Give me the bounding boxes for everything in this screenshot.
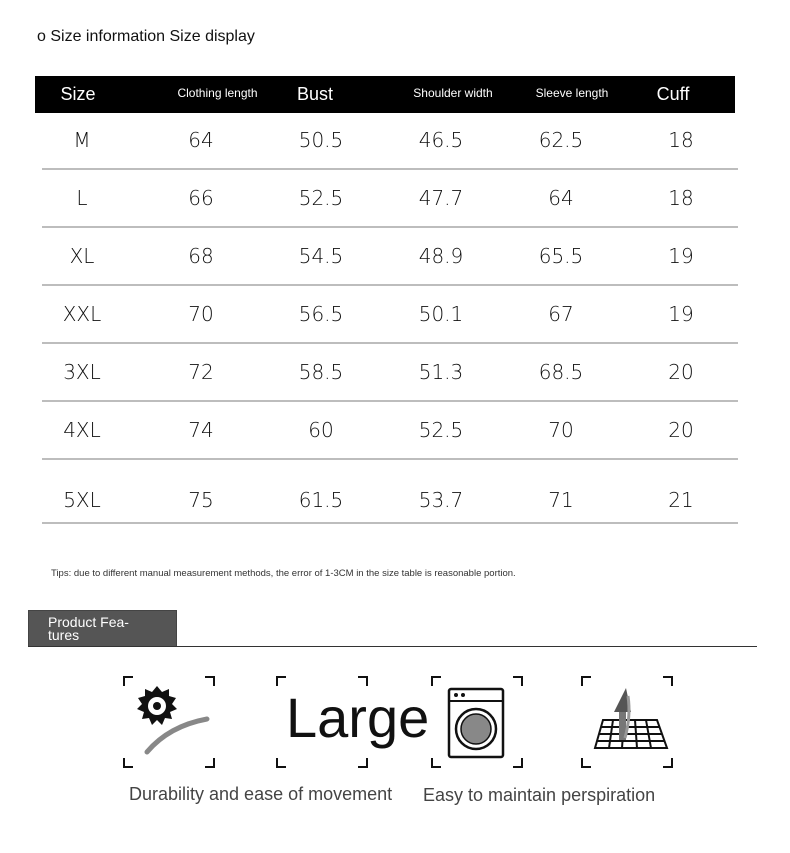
cell-size: L xyxy=(76,186,88,210)
cell-shoulder-width: 52.5 xyxy=(418,418,464,442)
cell-sleeve-length: 70 xyxy=(548,418,574,442)
cell-size: M xyxy=(73,128,91,152)
cell-size: 5XL xyxy=(63,488,101,512)
cell-shoulder-width: 47.7 xyxy=(418,186,464,210)
cell-bust: 61.5 xyxy=(298,488,344,512)
col-clothing-length: Clothing length xyxy=(177,86,258,100)
col-size: Size xyxy=(60,84,96,104)
cell-cuff: 18 xyxy=(668,186,694,210)
table-row xyxy=(42,284,738,344)
cell-shoulder-width: 46.5 xyxy=(418,128,464,152)
feature-large xyxy=(276,676,430,768)
cell-shoulder-width: 48.9 xyxy=(418,244,464,268)
feature-breathable xyxy=(581,676,673,768)
cell-cuff: 20 xyxy=(668,418,694,442)
cell-shoulder-width: 50.1 xyxy=(418,302,464,326)
cell-clothing-length: 66 xyxy=(188,186,214,210)
cell-bust: 58.5 xyxy=(298,360,344,384)
saw-blade-icon xyxy=(123,676,215,768)
product-features-heading xyxy=(28,610,177,647)
col-sleeve-length: Sleeve length xyxy=(535,86,609,100)
cell-size: XL xyxy=(69,244,95,268)
cell-bust: 60 xyxy=(308,418,334,442)
washing-machine-icon xyxy=(431,676,523,768)
cell-bust: 50.5 xyxy=(298,128,344,152)
table-row xyxy=(42,342,738,402)
cell-bust: 56.5 xyxy=(298,302,344,326)
cell-sleeve-length: 62.5 xyxy=(538,128,584,152)
table-row xyxy=(42,226,738,286)
cell-clothing-length: 70 xyxy=(188,302,214,326)
heading-line-2: tures xyxy=(48,627,80,643)
cell-sleeve-length: 68.5 xyxy=(538,360,584,384)
cell-sleeve-length: 64 xyxy=(548,186,574,210)
table-row xyxy=(42,110,738,170)
cell-clothing-length: 75 xyxy=(188,488,214,512)
cell-cuff: 19 xyxy=(668,244,694,268)
cell-cuff: 21 xyxy=(668,488,694,512)
cell-clothing-length: 72 xyxy=(188,360,214,384)
page-title: o Size information Size display xyxy=(37,28,255,45)
cell-clothing-length: 64 xyxy=(188,128,214,152)
col-cuff: Cuff xyxy=(656,84,690,104)
caption-perspiration: Easy to maintain perspiration xyxy=(423,785,656,805)
col-bust: Bust xyxy=(296,84,334,104)
divider xyxy=(28,646,757,647)
cell-sleeve-length: 65.5 xyxy=(538,244,584,268)
col-shoulder-width: Shoulder width xyxy=(413,86,493,100)
heading-line-1: Product Fea- xyxy=(48,614,129,630)
feature-washable xyxy=(431,676,523,768)
cell-cuff: 18 xyxy=(668,128,694,152)
cell-bust: 52.5 xyxy=(298,186,344,210)
cell-sleeve-length: 67 xyxy=(548,302,574,326)
cell-size: XXL xyxy=(62,302,102,326)
feature-durability xyxy=(123,676,215,768)
tips-note: Tips: due to different manual measurement methods, the error of 1-3CM in the size table is reasonable portion. xyxy=(51,568,516,579)
cell-clothing-length: 74 xyxy=(188,418,214,442)
cell-sleeve-length: 71 xyxy=(548,488,574,512)
table-row xyxy=(42,168,738,228)
size-table-header xyxy=(35,76,735,113)
cell-clothing-length: 68 xyxy=(188,244,214,268)
cell-cuff: 20 xyxy=(668,360,694,384)
breathable-fabric-icon xyxy=(581,676,673,768)
cell-size: 3XL xyxy=(63,360,101,384)
table-row xyxy=(42,400,738,460)
cell-shoulder-width: 53.7 xyxy=(418,488,464,512)
table-row xyxy=(42,460,738,524)
cell-cuff: 19 xyxy=(668,302,694,326)
cell-size: 4XL xyxy=(63,418,101,442)
large-text-icon: Large xyxy=(286,686,430,749)
cell-bust: 54.5 xyxy=(298,244,344,268)
caption-durability: Durability and ease of movement xyxy=(129,784,393,804)
cell-shoulder-width: 51.3 xyxy=(418,360,464,384)
